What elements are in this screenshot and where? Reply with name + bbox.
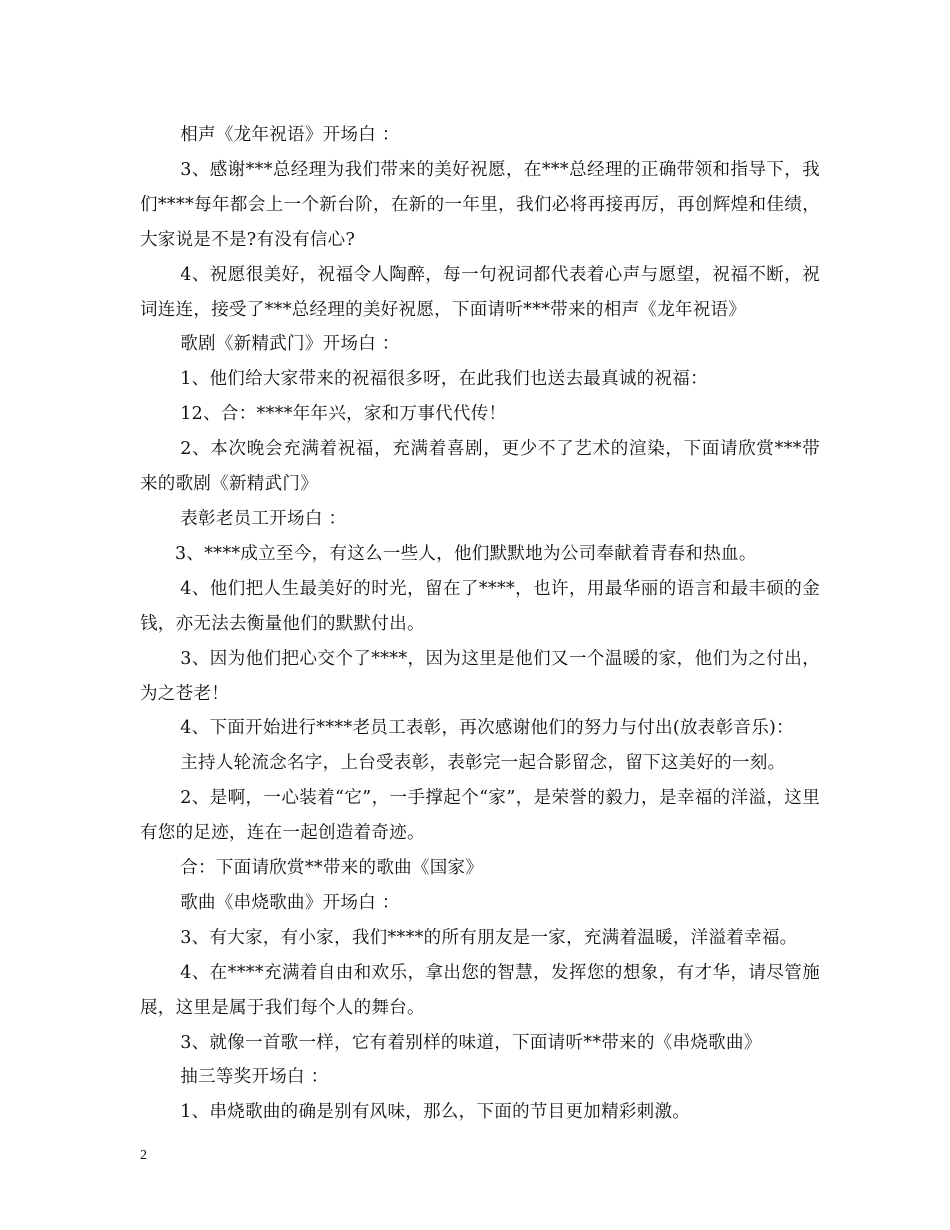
section-heading-crosstalk: 相声《龙年祝语》开场白 ： [180,125,400,145]
paragraph: 1、串烧歌曲的确是别有风味，那么，下面的节目更加精彩刺激。 [180,1102,691,1123]
paragraph: 4、他们把人生最美好的时光，留在了****，也许，用最华丽的语言和最丰硕的金钱，亦无法去衡量他们的默默付出。 [140,578,820,634]
section-heading-opera: 歌剧《新精武门》开场白 ： [180,334,400,355]
paragraph: 3、有大家，有小家，我们****的所有朋友是一家，充满着温暖，洋溢着幸福。 [180,927,798,948]
paragraph: 2、本次晚会充满着祝福，充满着喜剧，更少不了艺术的渲染，下面请欣赏***带来的歌剧《新精武门》 [140,439,820,495]
document-body [140,118,820,1130]
paragraph: 主持人轮流念名字，上台受表彰，表彰完一起合影留念，留下这美好的一刻。 [180,753,786,774]
paragraph: 4、祝愿很美好，祝福令人陶醉，每一句祝词都代表着心声与愿望，祝福不断，祝词连连，接受了***总经理的美好祝愿，下面请听***带来的相声《龙年祝语》 [140,264,820,320]
paragraph: 12、合：****年年兴，家和万事代代传！ [180,404,507,425]
section-heading-third-prize: 抽三等奖开场白 ： [180,1067,329,1088]
paragraph: 2、是啊，一心装着“它”，一手撑起个“家”，是荣誉的毅力，是幸福的洋溢，这里有您的足迹，连在一起创造着奇迹。 [140,788,820,844]
section-heading-medley: 歌曲《串烧歌曲》开场白 ： [180,892,400,913]
paragraph: 3、感谢***总经理为我们带来的美好祝愿，在***总经理的正确带领和指导下，我们****每年都会上一个新台阶，在新的一年里，我们必将再接再厉，再创辉煌和佳绩，大家说是不是?有没有信心? [140,159,820,250]
section-heading-veteran-award: 表彰老员工开场白 ： [180,508,347,529]
paragraph: 4、在****充满着自由和欢乐，拿出您的智慧，发挥您的想象，有才华，请尽管施展，这里是属于我们每个人的舞台。 [140,962,820,1018]
paragraph: 1、他们给大家带来的祝福很多呀，在此我们也送去最真诚的祝福： [180,369,708,390]
paragraph: 3、因为他们把心交个了****，因为这里是他们又一个温暖的家，他们为之付出，为之苍老！ [140,648,820,704]
paragraph: 合：下面请欣赏**带来的歌曲《国家》 [180,858,484,879]
paragraph: 3、就像一首歌一样，它有着别样的味道，下面请听**带来的《串烧歌曲》 [180,1032,762,1053]
paragraph: 3、****成立至今，有这么一些人，他们默默地为公司奉献着青春和热血。 [175,543,757,564]
page-number: 2 [140,1148,147,1163]
paragraph: 4、下面开始进行****老员工表彰，再次感谢他们的努力与付出(放表彰音乐)： [180,718,794,739]
